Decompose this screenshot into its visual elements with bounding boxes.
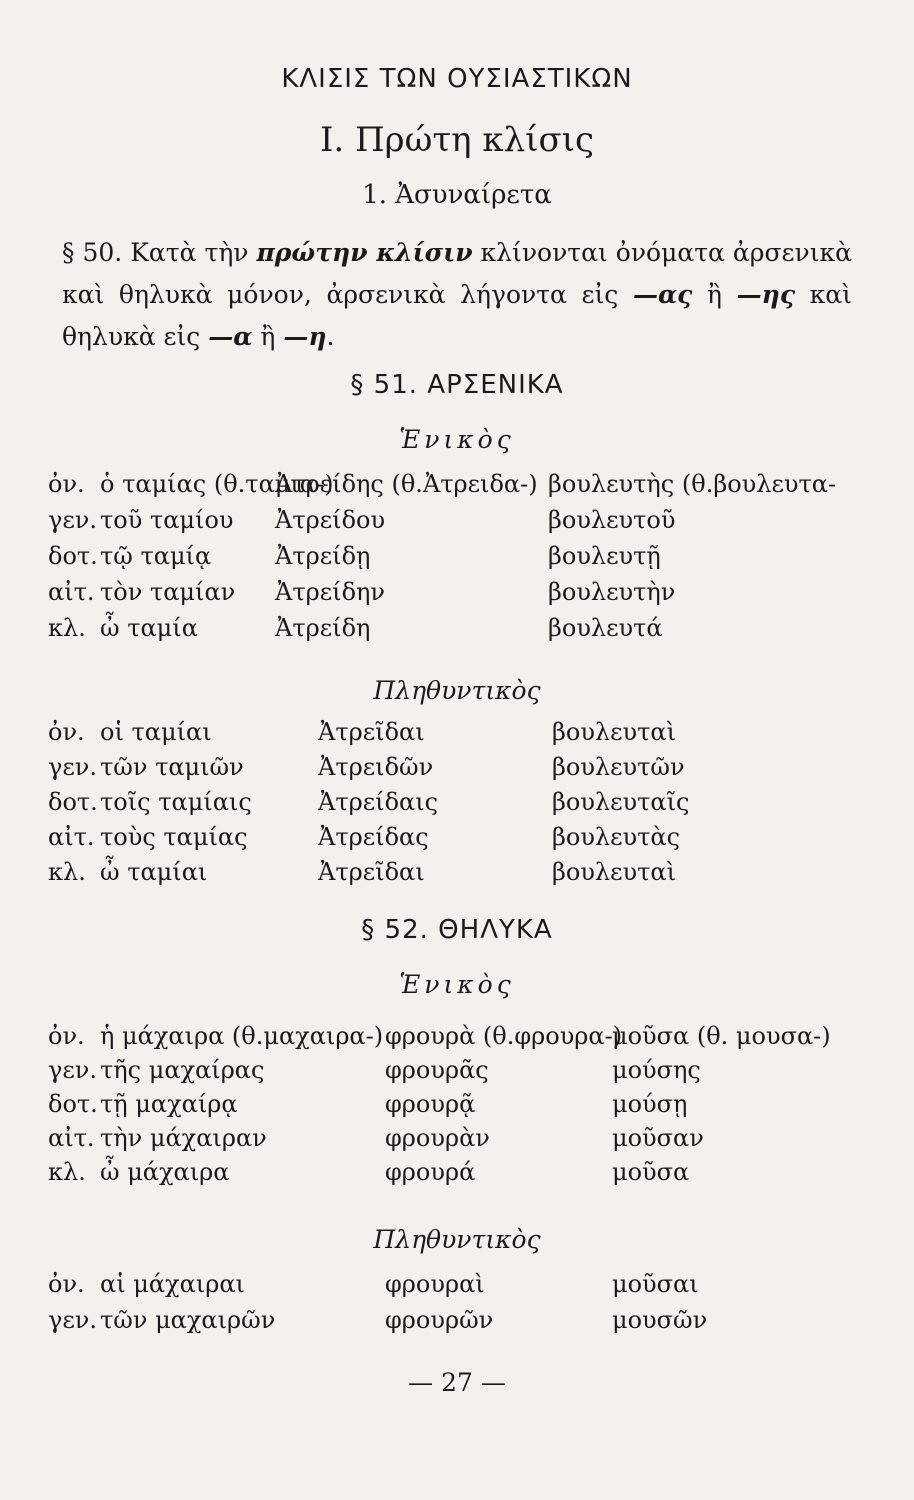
form-col1: τοῖς ταμίαις — [100, 788, 252, 816]
case-label: κλ. — [48, 858, 86, 886]
para-text: . — [326, 322, 335, 351]
form-col1: οἱ ταμίαι — [100, 718, 212, 746]
subheading: 1. Ἀσυναίρετα — [362, 180, 552, 210]
case-label: κλ. — [48, 614, 86, 642]
form-col2: φρουρά — [385, 1158, 476, 1186]
para-emphasis: —α — [208, 322, 253, 351]
form-col3: μούσης — [612, 1056, 701, 1084]
para-text: καὶ θηλυκὰ εἰς — [62, 280, 852, 351]
page-heading: ΚΛΙΣΙΣ ΤΩΝ ΟΥΣΙΑΣΤΙΚΩΝ — [281, 64, 633, 94]
singular-label-masc: Ἑνικὸς — [399, 425, 515, 454]
intro-paragraph — [62, 232, 852, 358]
form-col2: Ἀτρεῖδαι — [318, 718, 425, 746]
form-col3: μουσῶν — [612, 1306, 708, 1334]
case-label: ὀν. — [48, 470, 85, 498]
para-emphasis: —η — [283, 322, 327, 351]
form-col1: τῶν ταμιῶν — [100, 753, 244, 781]
form-col3: μούσῃ — [612, 1090, 688, 1118]
form-col2: φρουρὰ (θ.φρουρα-) — [385, 1022, 623, 1050]
form-col1: τῆς μαχαίρας — [100, 1056, 265, 1084]
form-col2: Ἀτρείδου — [275, 506, 386, 534]
form-col2: Ἀτρείδην — [275, 578, 385, 606]
form-col3: μοῦσα (θ. μουσα-) — [612, 1022, 831, 1050]
form-col1: τὸν ταμίαν — [100, 578, 236, 606]
form-col2: Ἀτρείδη — [275, 614, 371, 642]
form-col2: Ἀτρείδαις — [318, 788, 439, 816]
form-col3: βουλευτά — [548, 614, 663, 642]
form-col1: ἡ μάχαιρα (θ.μαχαιρα-) — [100, 1022, 384, 1050]
form-col2: Ἀτρειδῶν — [318, 753, 434, 781]
para-emphasis: —ης — [736, 280, 796, 309]
form-col3: βουλευτὰς — [552, 823, 681, 851]
case-label: δοτ. — [48, 542, 98, 570]
form-col3: βουλευτὴν — [548, 578, 676, 606]
form-col3: βουλευτῶν — [552, 753, 685, 781]
section-masculine: § 51. ΑΡΣΕΝΙΚΑ — [350, 370, 564, 400]
form-col1: τῶν μαχαιρῶν — [100, 1306, 276, 1334]
case-label: δοτ. — [48, 788, 98, 816]
form-col2: φρουραὶ — [385, 1270, 485, 1298]
form-col3: βουλευτοῦ — [548, 506, 676, 534]
para-text: ἢ — [692, 280, 737, 309]
case-label: ὀν. — [48, 1270, 85, 1298]
singular-label-fem: Ἑνικὸς — [399, 970, 515, 999]
form-col1: τοὺς ταμίας — [100, 823, 248, 851]
form-col3: βουλευταὶ — [552, 718, 677, 746]
form-col2: φρουρὰν — [385, 1124, 490, 1152]
form-col1: ὦ μάχαιρα — [100, 1158, 230, 1186]
case-label: ὀν. — [48, 718, 85, 746]
case-label: ὀν. — [48, 1022, 85, 1050]
form-col3: βουλευτῇ — [548, 542, 661, 570]
form-col1: ὦ ταμία — [100, 614, 198, 642]
para-emphasis: —ας — [632, 280, 693, 309]
form-col2: Ἀτρείδης (θ.Ἀτρειδα-) — [275, 470, 538, 498]
form-col2: Ἀτρείδῃ — [275, 542, 371, 570]
form-col3: μοῦσα — [612, 1158, 690, 1186]
form-col2: φρουρᾷ — [385, 1090, 476, 1118]
para-text: κλίνονται ὀνόματα ἀρσενικὰ καὶ θηλυκὰ μόνον, ἀρσενικὰ λήγοντα εἰς — [62, 238, 853, 309]
form-col3: μοῦσαι — [612, 1270, 699, 1298]
form-col2: φρουρᾶς — [385, 1056, 489, 1084]
form-col3: βουλευταῖς — [552, 788, 690, 816]
para-emphasis: πρώτην κλίσιν — [256, 238, 473, 267]
form-col2: φρουρῶν — [385, 1306, 494, 1334]
case-label: γεν. — [48, 1306, 97, 1334]
form-col1: αἱ μάχαιραι — [100, 1270, 245, 1298]
plural-label-fem: Πληθυντικὸς — [373, 1225, 541, 1254]
case-label: δοτ. — [48, 1090, 98, 1118]
para-text: ἢ — [252, 322, 284, 351]
form-col1: ὦ ταμίαι — [100, 858, 208, 886]
case-label: κλ. — [48, 1158, 86, 1186]
plural-label-masc: Πληθυντικὸς — [373, 676, 541, 705]
form-col1: τῇ μαχαίρᾳ — [100, 1090, 238, 1118]
form-col3: βουλευτὴς (θ.βουλευτα- — [548, 470, 837, 498]
form-col1: τῷ ταμίᾳ — [100, 542, 212, 570]
form-col2: Ἀτρεῖδαι — [318, 858, 425, 886]
chapter-title: I. Πρώτη κλίσις — [319, 120, 595, 160]
case-label: αἰτ. — [48, 578, 95, 606]
form-col2: Ἀτρείδας — [318, 823, 429, 851]
case-label: γεν. — [48, 1056, 97, 1084]
form-col1: τὴν μάχαιραν — [100, 1124, 267, 1152]
case-label: γεν. — [48, 753, 97, 781]
case-label: αἰτ. — [48, 1124, 95, 1152]
form-col3: μοῦσαν — [612, 1124, 704, 1152]
form-col1: τοῦ ταμίου — [100, 506, 234, 534]
form-col1: ὁ ταμίας (θ.ταμια-) — [100, 470, 334, 498]
page-number: — 27 — — [408, 1368, 506, 1397]
case-label: γεν. — [48, 506, 97, 534]
form-col3: βουλευταὶ — [552, 858, 677, 886]
section-feminine: § 52. ΘΗΛΥΚΑ — [361, 915, 553, 945]
para-text: § 50. Κατὰ τὴν — [62, 238, 257, 267]
case-label: αἰτ. — [48, 823, 95, 851]
